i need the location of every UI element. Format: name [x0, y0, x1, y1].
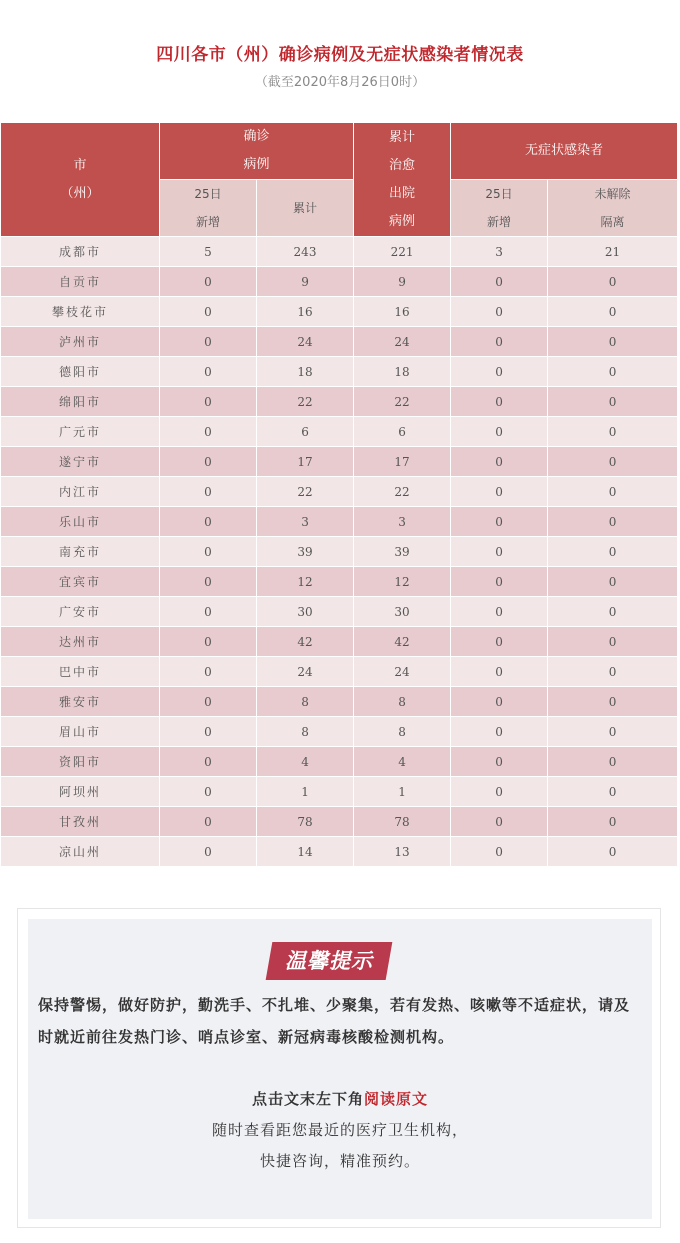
cell-city: 绵阳市 [1, 387, 160, 417]
cell-asym-new: 0 [451, 417, 548, 447]
cell-recovered: 4 [354, 747, 451, 777]
cell-asym-unreleased: 0 [548, 327, 678, 357]
cell-recovered: 3 [354, 507, 451, 537]
cell-asym-unreleased: 0 [548, 297, 678, 327]
cell-total: 9 [257, 267, 354, 297]
cell-city: 自贡市 [1, 267, 160, 297]
cell-city: 乐山市 [1, 507, 160, 537]
cell-city: 雅安市 [1, 687, 160, 717]
cell-recovered: 8 [354, 687, 451, 717]
cell-city: 眉山市 [1, 717, 160, 747]
cell-asym-new: 0 [451, 777, 548, 807]
read-original-link[interactable]: 阅读原文 [364, 1090, 429, 1108]
cell-new: 0 [160, 597, 257, 627]
cell-total: 42 [257, 627, 354, 657]
cell-asym-unreleased: 0 [548, 387, 678, 417]
cell-total: 22 [257, 387, 354, 417]
table-row [1, 537, 678, 567]
cell-asym-unreleased: 0 [548, 357, 678, 387]
cell-total: 17 [257, 447, 354, 477]
cell-asym-unreleased: 0 [548, 567, 678, 597]
cell-new: 0 [160, 777, 257, 807]
cell-asym-unreleased: 0 [548, 627, 678, 657]
cell-asym-new: 0 [451, 447, 548, 477]
cell-asym-unreleased: 0 [548, 687, 678, 717]
cell-city: 广安市 [1, 597, 160, 627]
cell-asym-new: 0 [451, 747, 548, 777]
cell-asym-new: 0 [451, 327, 548, 357]
cell-asym-new: 0 [451, 807, 548, 837]
cell-total: 8 [257, 717, 354, 747]
header-asym-unreleased: 未解除 隔离 [548, 180, 678, 237]
cell-total: 16 [257, 297, 354, 327]
cell-recovered: 39 [354, 537, 451, 567]
header-cumulative: 累计 [257, 180, 354, 237]
table-row [1, 507, 678, 537]
table-row [1, 807, 678, 837]
cell-recovered: 24 [354, 327, 451, 357]
cell-asym-new: 0 [451, 597, 548, 627]
cell-recovered: 8 [354, 717, 451, 747]
cell-city: 内江市 [1, 477, 160, 507]
cell-new: 5 [160, 237, 257, 267]
cell-asym-new: 0 [451, 687, 548, 717]
cell-recovered: 30 [354, 597, 451, 627]
notice-line-3: 快捷咨询，精准预约。 [259, 1152, 420, 1170]
cell-recovered: 24 [354, 657, 451, 687]
cell-recovered: 78 [354, 807, 451, 837]
cell-asym-new: 0 [451, 567, 548, 597]
cell-recovered: 22 [354, 477, 451, 507]
table-row [1, 717, 678, 747]
cell-asym-unreleased: 21 [548, 237, 678, 267]
notice-card [17, 908, 661, 1228]
cell-new: 0 [160, 267, 257, 297]
table-body [1, 237, 678, 867]
cell-total: 6 [257, 417, 354, 447]
cell-asym-unreleased: 0 [548, 807, 678, 837]
cell-asym-unreleased: 0 [548, 447, 678, 477]
cell-city: 资阳市 [1, 747, 160, 777]
cell-asym-unreleased: 0 [548, 747, 678, 777]
cell-asym-new: 0 [451, 657, 548, 687]
header-confirmed: 确诊 病例 [160, 123, 354, 180]
table-row [1, 477, 678, 507]
cell-new: 0 [160, 537, 257, 567]
cell-new: 0 [160, 627, 257, 657]
cell-city: 阿坝州 [1, 777, 160, 807]
cell-recovered: 9 [354, 267, 451, 297]
cell-new: 0 [160, 327, 257, 357]
cell-recovered: 6 [354, 417, 451, 447]
cell-new: 0 [160, 447, 257, 477]
cell-new: 0 [160, 567, 257, 597]
table-row [1, 387, 678, 417]
cell-asym-unreleased: 0 [548, 267, 678, 297]
cell-total: 1 [257, 777, 354, 807]
cell-total: 4 [257, 747, 354, 777]
cell-new: 0 [160, 747, 257, 777]
cell-total: 30 [257, 597, 354, 627]
cell-new: 0 [160, 477, 257, 507]
header-recovered: 累计 治愈 出院 病例 [354, 123, 451, 237]
cell-city: 南充市 [1, 537, 160, 567]
cell-new: 0 [160, 297, 257, 327]
cell-recovered: 13 [354, 837, 451, 867]
cell-total: 3 [257, 507, 354, 537]
cell-total: 243 [257, 237, 354, 267]
cell-recovered: 22 [354, 387, 451, 417]
cell-asym-unreleased: 0 [548, 537, 678, 567]
cell-recovered: 221 [354, 237, 451, 267]
table-row [1, 267, 678, 297]
table-row [1, 357, 678, 387]
cell-city: 凉山州 [1, 837, 160, 867]
cell-new: 0 [160, 387, 257, 417]
cell-asym-new: 0 [451, 717, 548, 747]
cell-asym-new: 0 [451, 837, 548, 867]
read-original-line: 点击文末左下角阅读原文 [251, 1090, 429, 1108]
header-new-25: 25日 新增 [160, 180, 257, 237]
notice-instructions [28, 1084, 652, 1177]
cell-asym-new: 0 [451, 297, 548, 327]
header-asym-new-25: 25日 新增 [451, 180, 548, 237]
header-asymptomatic: 无症状感染者 [451, 123, 678, 180]
cell-asym-unreleased: 0 [548, 507, 678, 537]
cell-city: 德阳市 [1, 357, 160, 387]
page-title: 四川各市（州）确诊病例及无症状感染者情况表 [156, 45, 524, 65]
cell-asym-new: 0 [451, 357, 548, 387]
cell-asym-unreleased: 0 [548, 717, 678, 747]
table-row [1, 687, 678, 717]
cell-total: 12 [257, 567, 354, 597]
cell-asym-unreleased: 0 [548, 417, 678, 447]
notice-panel [28, 919, 652, 1219]
cell-new: 0 [160, 507, 257, 537]
cell-recovered: 42 [354, 627, 451, 657]
cell-recovered: 12 [354, 567, 451, 597]
cell-new: 0 [160, 807, 257, 837]
cell-asym-unreleased: 0 [548, 477, 678, 507]
cell-city: 宜宾市 [1, 567, 160, 597]
cell-total: 78 [257, 807, 354, 837]
cell-asym-new: 0 [451, 387, 548, 417]
cell-asym-unreleased: 0 [548, 657, 678, 687]
cell-asym-new: 0 [451, 477, 548, 507]
cell-recovered: 16 [354, 297, 451, 327]
cell-city: 泸州市 [1, 327, 160, 357]
cell-asym-new: 0 [451, 507, 548, 537]
table-row [1, 597, 678, 627]
cell-total: 24 [257, 657, 354, 687]
cell-new: 0 [160, 717, 257, 747]
cell-total: 24 [257, 327, 354, 357]
cell-total: 39 [257, 537, 354, 567]
table-row [1, 417, 678, 447]
cell-city: 甘孜州 [1, 807, 160, 837]
table-row [1, 447, 678, 477]
header-city: 市 （州） [1, 123, 160, 237]
table-row [1, 747, 678, 777]
page-subtitle: （截至2020年8月26日0时） [254, 75, 426, 90]
cell-asym-unreleased: 0 [548, 777, 678, 807]
cell-city: 攀枝花市 [1, 297, 160, 327]
cell-recovered: 1 [354, 777, 451, 807]
cell-recovered: 17 [354, 447, 451, 477]
cell-new: 0 [160, 417, 257, 447]
cell-city: 成都市 [1, 237, 160, 267]
table-row [1, 567, 678, 597]
cell-recovered: 18 [354, 357, 451, 387]
table-row [1, 657, 678, 687]
table-row [1, 237, 678, 267]
cell-asym-unreleased: 0 [548, 837, 678, 867]
table-row [1, 627, 678, 657]
table-row [1, 837, 678, 867]
cases-table [0, 122, 678, 867]
cell-asym-new: 0 [451, 537, 548, 567]
cell-total: 8 [257, 687, 354, 717]
cell-asym-new: 3 [451, 237, 548, 267]
cell-total: 22 [257, 477, 354, 507]
cell-new: 0 [160, 687, 257, 717]
cell-city: 达州市 [1, 627, 160, 657]
cell-asym-unreleased: 0 [548, 597, 678, 627]
cell-new: 0 [160, 657, 257, 687]
cell-total: 14 [257, 837, 354, 867]
cell-city: 遂宁市 [1, 447, 160, 477]
cell-city: 广元市 [1, 417, 160, 447]
notice-paragraph: 保持警惕，做好防护，勤洗手、不扎堆、少聚集，若有发热、咳嗽等不适症状，请及时就近前往发热门诊、哨点诊室、新冠病毒核酸检测机构。 [38, 996, 631, 1046]
cell-asym-new: 0 [451, 267, 548, 297]
cell-asym-new: 0 [451, 627, 548, 657]
table-row [1, 327, 678, 357]
notice-badge: 温馨提示 [266, 942, 393, 980]
table-header [1, 123, 678, 237]
table-row [1, 297, 678, 327]
cell-city: 巴中市 [1, 657, 160, 687]
cell-total: 18 [257, 357, 354, 387]
cell-new: 0 [160, 837, 257, 867]
cell-new: 0 [160, 357, 257, 387]
notice-line-2: 随时查看距您最近的医疗卫生机构， [211, 1121, 468, 1139]
table-row [1, 777, 678, 807]
